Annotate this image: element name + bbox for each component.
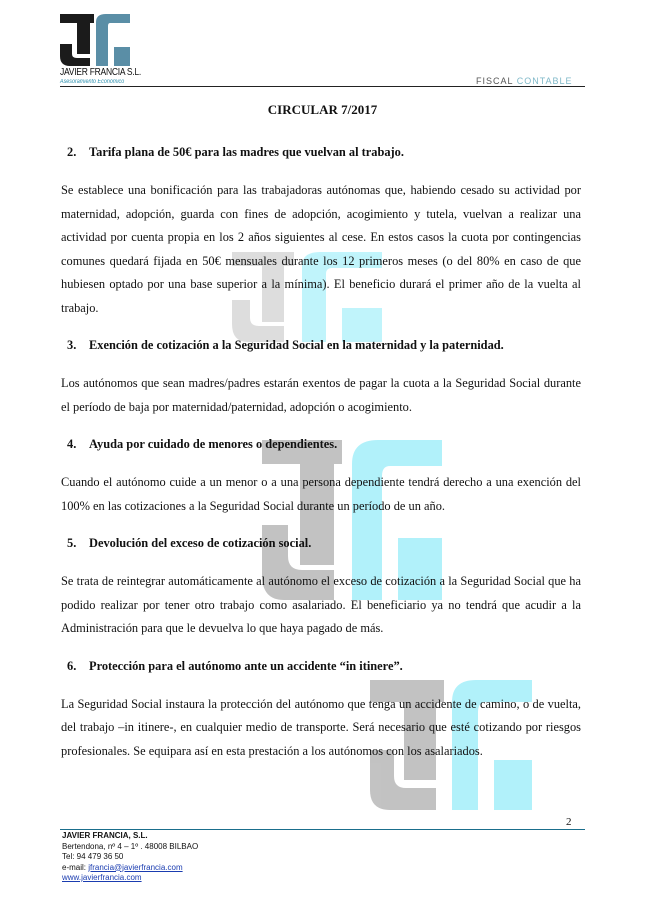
section-heading <box>67 144 581 160</box>
section-heading <box>67 337 581 353</box>
section-paragraph: La Seguridad Social instaura la protección del autónomo que tenga un accidente de camino, o de vuelta, del trabajo –in itinere-, en cualquier medio de transporte. Será necesario que esté cotizando por riesgos profesionales. Se equipara así en esta prestación a los autónomos con los asalariados. <box>61 696 581 758</box>
section-paragraph: Cuando el autónomo cuide a un menor o a una persona dependiente tendrá derecho a una exención del 100% en las cotizaciones a la Seguridad Social durante un período de un año. <box>61 475 581 513</box>
header-divider <box>60 86 585 87</box>
header-tag-fiscal: FISCAL <box>476 76 514 86</box>
section-number: 4. <box>67 437 77 451</box>
section-paragraph: Se establece una bonificación para las trabajadoras autónomas que, habiendo cesado su actividad por maternidad, adopción, guarda con fines de adopción, acogimiento y tutela, vuelvan a realizar una actividad por cuenta propia en los 2 años siguientes al cese. En estos casos la cuota por contingencias comunes quedará fijada en 50€ mensuales durante los 12 primeros meses (o del 80% en caso de que hubiesen optado por una base superior a la mínima). El beneficio durará el primer año de la vuelta al trabajo. <box>61 183 581 315</box>
section-number: 6. <box>67 658 77 673</box>
section-heading <box>67 658 581 674</box>
footer-divider <box>60 829 585 830</box>
footer-email-line <box>62 863 198 874</box>
circular-title: CIRCULAR 7/2017 <box>267 102 378 117</box>
section-title: Tarifa plana de 50€ para las madres que vuelvan al trabajo. <box>89 145 404 159</box>
header-tag-contable: CONTABLE <box>516 76 573 86</box>
section-heading <box>67 535 581 551</box>
footer-web-link[interactable]: www.javierfrancia.com <box>62 873 142 882</box>
footer-company-name: JAVIER FRANCIA, S.L. <box>62 831 148 840</box>
page-number: 2 <box>566 816 572 828</box>
footer-phone: Tel: 94 479 36 50 <box>62 852 124 861</box>
header-tagline <box>476 76 573 86</box>
section-title: Exención de cotización a la Seguridad Social en la maternidad y la paternidad. <box>89 338 504 352</box>
section-number: 2. <box>67 145 77 159</box>
company-logo <box>60 14 130 66</box>
section-title: Protección para el autónomo ante un accidente “in itinere”. <box>89 658 403 673</box>
footer <box>62 831 198 884</box>
section-number: 3. <box>67 338 77 352</box>
footer-email-link[interactable]: jfrancia@javierfrancia.com <box>88 862 183 872</box>
document-body <box>61 144 581 780</box>
section-number: 5. <box>67 536 77 550</box>
section-title: Ayuda por cuidado de menores o dependientes. <box>89 437 338 451</box>
company-name: JAVIER FRANCIA S.L. <box>60 67 141 78</box>
footer-web-line <box>62 873 198 884</box>
footer-email-label: e-mail: <box>62 862 89 872</box>
section-paragraph: Se trata de reintegrar automáticamente al autónomo el exceso de cotización a la Seguridad Social que ha podido realizar por tener otro trabajo como asalariado. El beneficiario ya no tendrá que acudir a la Administración para que le devuelva lo que haya pagado de más. <box>61 574 581 635</box>
section-paragraph: Los autónomos que sean madres/padres estarán exentos de pagar la cuota a la Seguridad Social durante el período de baja por maternidad/paternidad, adopción o acogimiento. <box>61 376 581 414</box>
section-title: Devolución del exceso de cotización social. <box>89 536 312 550</box>
section-heading <box>67 436 581 452</box>
footer-address: Bertendona, nº 4 – 1º . 48008 BILBAO <box>62 841 199 851</box>
company-subtitle: Asesoramiento Económico <box>60 79 125 85</box>
